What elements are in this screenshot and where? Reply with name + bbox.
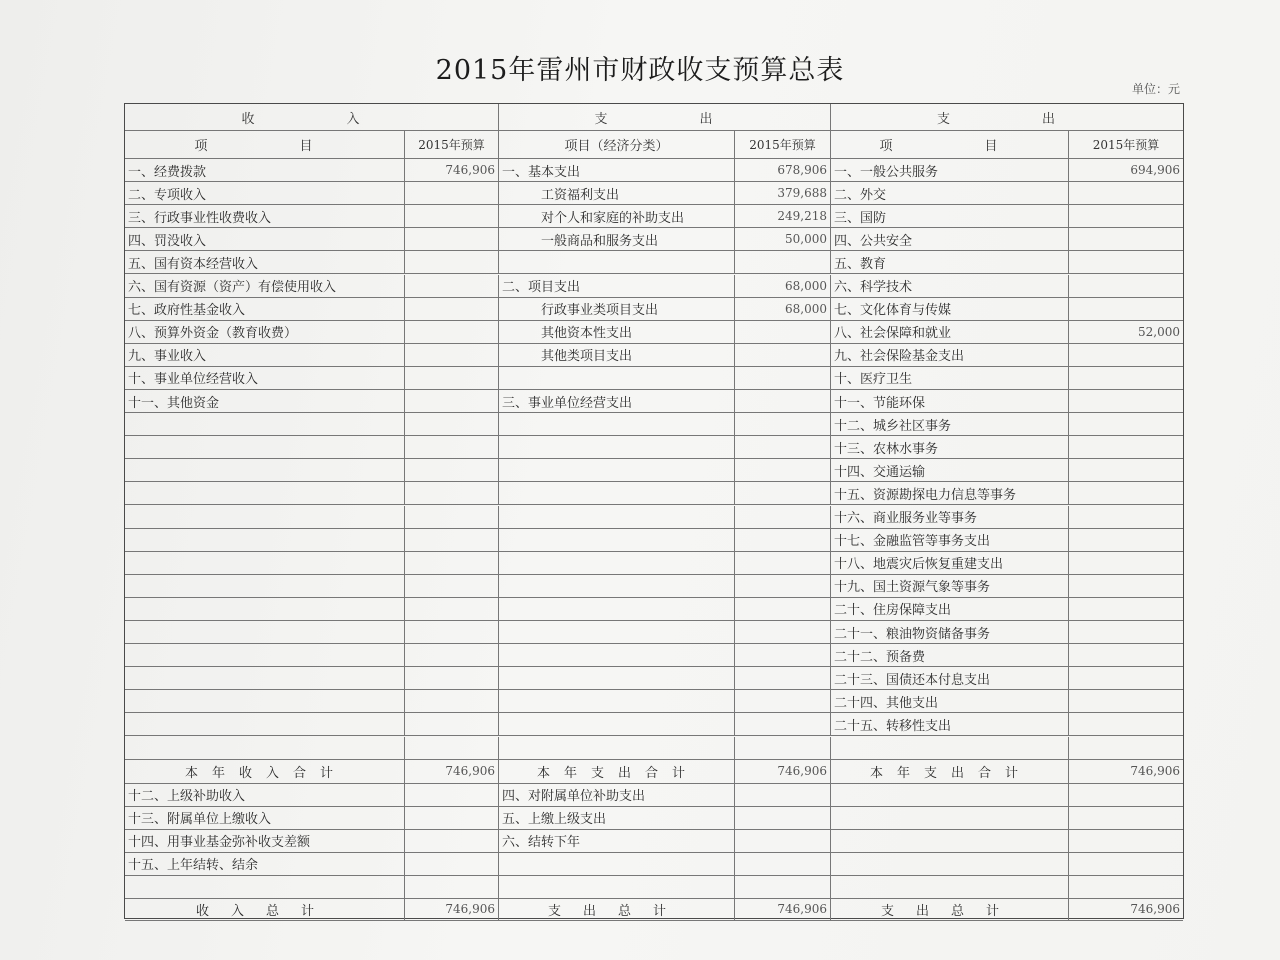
exp1-label-text: 本年支出合计 (536, 765, 699, 781)
table-row (125, 182, 1183, 205)
income-item: 十二、上级补助收入 (125, 784, 405, 806)
income-item: 十三、附属单位上缴收入 (125, 807, 405, 829)
econ-value (735, 321, 831, 343)
income-value (405, 853, 499, 875)
function-value (1069, 575, 1183, 597)
table-row (125, 667, 1183, 690)
income-item: 三、行政事业性收费收入 (125, 205, 405, 227)
function-item: 二、外交 (831, 182, 1069, 204)
income-value (405, 506, 499, 528)
function-value (1069, 367, 1183, 389)
econ-value (735, 830, 831, 852)
income-value (405, 390, 499, 412)
budget-table (124, 103, 1184, 919)
income-header-text: 收 入 (241, 111, 382, 127)
econ-value: 50,000 (735, 228, 831, 250)
income-item (125, 690, 405, 712)
exp2-label (831, 760, 1069, 783)
econ-item: 其他资本性支出 (499, 321, 735, 343)
col-econ: 项目（经济分类） (499, 131, 735, 158)
income-value: 746,906 (405, 159, 499, 181)
econ-item (499, 737, 735, 759)
econ-value (735, 876, 831, 898)
function-item: 三、国防 (831, 205, 1069, 227)
econ-item: 五、上缴上级支出 (499, 807, 735, 829)
col-item-2-text: 项 目 (879, 139, 1020, 154)
income-item (125, 621, 405, 643)
function-value (1069, 853, 1183, 875)
econ-item (499, 575, 735, 597)
income-item (125, 644, 405, 666)
econ-item (499, 876, 735, 898)
table-row (125, 251, 1183, 274)
function-item: 十五、资源勘探电力信息等事务 (831, 482, 1069, 504)
econ-value (735, 737, 831, 759)
expense-header-2-text: 支 出 (936, 111, 1077, 127)
function-item (831, 853, 1069, 875)
econ-value (735, 413, 831, 435)
function-value (1069, 552, 1183, 574)
table-row (125, 321, 1183, 344)
income-value (405, 367, 499, 389)
table-row (125, 737, 1183, 760)
income-label-text: 本年收入合计 (184, 765, 347, 781)
econ-item: 四、对附属单位补助支出 (499, 784, 735, 806)
income-item (125, 529, 405, 551)
econ-item (499, 459, 735, 481)
econ-item (499, 413, 735, 435)
function-item: 一、一般公共服务 (831, 159, 1069, 181)
exp2-label-text: 本年支出合计 (869, 765, 1032, 781)
income-item: 六、国有资源（资产）有偿使用收入 (125, 275, 405, 297)
exp2-total-value: 746,906 (1130, 902, 1180, 917)
econ-value (735, 552, 831, 574)
function-item: 十八、地震灾后恢复重建支出 (831, 552, 1069, 574)
function-item: 十四、交通运输 (831, 459, 1069, 481)
function-item: 二十一、粮油物资储备事务 (831, 621, 1069, 643)
income-label-text: 收入总计 (195, 903, 336, 919)
income-total-value: 746,906 (405, 899, 499, 920)
income-item: 十四、用事业基金弥补收支差额 (125, 830, 405, 852)
income-item (125, 667, 405, 689)
function-value (1069, 459, 1183, 481)
function-value (1069, 690, 1183, 712)
income-item (125, 506, 405, 528)
function-item: 十、医疗卫生 (831, 367, 1069, 389)
econ-value (735, 436, 831, 458)
econ-value (735, 367, 831, 389)
function-item (831, 807, 1069, 829)
income-value (405, 251, 499, 273)
econ-value (735, 482, 831, 504)
econ-value (735, 529, 831, 551)
econ-item (499, 644, 735, 666)
function-value (1069, 807, 1183, 829)
function-item: 二十二、预备费 (831, 644, 1069, 666)
col-item-2 (831, 131, 1069, 158)
table-row (125, 552, 1183, 575)
function-value: 694,906 (1130, 163, 1180, 178)
function-item: 十二、城乡社区事务 (831, 413, 1069, 435)
income-value (405, 644, 499, 666)
income-label (125, 899, 405, 920)
col-item-text: 项 目 (194, 139, 335, 154)
income-item (125, 737, 405, 759)
table-row (125, 459, 1183, 482)
function-item: 十七、金融监管等事务支出 (831, 529, 1069, 551)
function-value (1069, 205, 1183, 227)
econ-item: 工资福利支出 (499, 182, 735, 204)
income-item (125, 482, 405, 504)
function-item: 二十五、转移性支出 (831, 713, 1069, 735)
income-item: 五、国有资本经营收入 (125, 251, 405, 273)
table-row (125, 228, 1183, 251)
income-item: 九、事业收入 (125, 344, 405, 366)
econ-value (735, 853, 831, 875)
table-row (125, 575, 1183, 598)
header-row-1 (125, 104, 1183, 131)
econ-item: 对个人和家庭的补助支出 (499, 205, 735, 227)
function-item (831, 830, 1069, 852)
function-item: 六、科学技术 (831, 275, 1069, 297)
table-row (125, 390, 1183, 413)
income-item (125, 598, 405, 620)
income-value (405, 413, 499, 435)
table-row (125, 413, 1183, 436)
econ-item (499, 713, 735, 735)
function-value (1069, 529, 1183, 551)
table-row (125, 690, 1183, 713)
income-item: 四、罚没收入 (125, 228, 405, 250)
exp1-label (499, 899, 735, 920)
function-item: 十九、国土资源气象等事务 (831, 575, 1069, 597)
income-item: 一、经费拨款 (125, 159, 405, 181)
income-value (405, 830, 499, 852)
income-header (125, 104, 499, 130)
expense-header-1 (499, 104, 831, 130)
unit-label: 单位：元 (1131, 82, 1180, 96)
income-item (125, 552, 405, 574)
income-item: 二、专项收入 (125, 182, 405, 204)
econ-value (735, 621, 831, 643)
income-item: 十一、其他资金 (125, 390, 405, 412)
income-item: 七、政府性基金收入 (125, 298, 405, 320)
function-item: 十一、节能环保 (831, 390, 1069, 412)
exp2-label-text: 支出总计 (880, 903, 1021, 919)
function-item: 九、社会保险基金支出 (831, 344, 1069, 366)
function-item: 二十四、其他支出 (831, 690, 1069, 712)
econ-item (499, 690, 735, 712)
income-value (405, 482, 499, 504)
function-value (1069, 737, 1183, 759)
econ-item: 行政事业类项目支出 (499, 298, 735, 320)
table-row (125, 367, 1183, 390)
income-item (125, 436, 405, 458)
income-value (405, 667, 499, 689)
econ-value (735, 807, 831, 829)
income-value (405, 298, 499, 320)
income-value (405, 690, 499, 712)
income-value (405, 552, 499, 574)
function-value (1069, 876, 1183, 898)
income-value (405, 529, 499, 551)
exp1-label-text: 支出总计 (547, 903, 688, 919)
econ-item (499, 552, 735, 574)
table-row (125, 784, 1183, 807)
econ-value (735, 644, 831, 666)
function-value (1069, 506, 1183, 528)
econ-value (735, 784, 831, 806)
income-value (405, 598, 499, 620)
econ-item (499, 367, 735, 389)
col-budget-2: 2015年预算 (735, 131, 831, 158)
income-value (405, 737, 499, 759)
econ-value (735, 690, 831, 712)
page-title: 2015年雷州市财政收支预算总表 (435, 55, 845, 86)
income-label (125, 760, 405, 783)
econ-value (735, 459, 831, 481)
col-budget-3: 2015年预算 (1092, 138, 1160, 152)
table-row (125, 529, 1183, 552)
income-value (405, 575, 499, 597)
table-row (125, 482, 1183, 505)
econ-item (499, 621, 735, 643)
econ-item (499, 436, 735, 458)
table-row (125, 344, 1183, 367)
table-row (125, 830, 1183, 853)
table-row (125, 159, 1183, 182)
grand-total-row (125, 899, 1183, 921)
table-row (125, 598, 1183, 621)
table-row (125, 853, 1183, 876)
income-value (405, 228, 499, 250)
income-value (405, 321, 499, 343)
income-item (125, 459, 405, 481)
table-row (125, 713, 1183, 736)
function-value (1069, 644, 1183, 666)
function-value (1069, 413, 1183, 435)
function-value (1069, 667, 1183, 689)
income-value (405, 621, 499, 643)
table-row (125, 275, 1183, 298)
income-value (405, 784, 499, 806)
income-value (405, 876, 499, 898)
table-row (125, 876, 1183, 899)
econ-item: 一般商品和服务支出 (499, 228, 735, 250)
function-item: 二十、住房保障支出 (831, 598, 1069, 620)
income-value (405, 459, 499, 481)
function-item: 十六、商业服务业等事务 (831, 506, 1069, 528)
income-item (125, 876, 405, 898)
exp1-total-value: 746,906 (735, 899, 831, 920)
exp1-total-value: 746,906 (735, 760, 831, 783)
function-value (1069, 390, 1183, 412)
econ-value: 68,000 (735, 275, 831, 297)
function-value (1069, 228, 1183, 250)
exp1-label (499, 760, 735, 783)
function-value: 52,000 (1138, 324, 1180, 339)
econ-value: 379,688 (735, 182, 831, 204)
function-item (831, 876, 1069, 898)
income-value (405, 436, 499, 458)
econ-value: 68,000 (735, 298, 831, 320)
function-value (1069, 436, 1183, 458)
econ-item: 一、基本支出 (499, 159, 735, 181)
function-value (1069, 784, 1183, 806)
function-item: 十三、农林水事务 (831, 436, 1069, 458)
econ-value (735, 390, 831, 412)
income-item: 八、预算外资金（教育收费） (125, 321, 405, 343)
table-row (125, 506, 1183, 529)
econ-item (499, 853, 735, 875)
income-item (125, 413, 405, 435)
econ-item: 三、事业单位经营支出 (499, 390, 735, 412)
income-total-value: 746,906 (405, 760, 499, 783)
econ-item: 其他类项目支出 (499, 344, 735, 366)
function-item: 七、文化体育与传媒 (831, 298, 1069, 320)
econ-value: 678,906 (735, 159, 831, 181)
econ-item (499, 506, 735, 528)
expense-header-1-text: 支 出 (594, 111, 735, 127)
col-budget-1: 2015年预算 (405, 131, 499, 158)
income-value (405, 807, 499, 829)
function-value (1069, 298, 1183, 320)
function-value (1069, 182, 1183, 204)
function-value (1069, 598, 1183, 620)
table-row (125, 807, 1183, 830)
exp2-label (831, 899, 1069, 920)
table-row (125, 621, 1183, 644)
function-value (1069, 251, 1183, 273)
econ-item (499, 251, 735, 273)
econ-item: 六、结转下年 (499, 830, 735, 852)
income-value (405, 713, 499, 735)
econ-value (735, 506, 831, 528)
econ-item (499, 667, 735, 689)
table-row (125, 436, 1183, 459)
econ-value (735, 575, 831, 597)
econ-item (499, 598, 735, 620)
econ-value (735, 667, 831, 689)
econ-value (735, 344, 831, 366)
function-item: 二十三、国债还本付息支出 (831, 667, 1069, 689)
income-item: 十、事业单位经营收入 (125, 367, 405, 389)
function-value (1069, 275, 1183, 297)
income-value (405, 182, 499, 204)
header-row-2 (125, 131, 1183, 159)
income-item (125, 713, 405, 735)
function-item: 四、公共安全 (831, 228, 1069, 250)
income-value (405, 344, 499, 366)
function-item: 八、社会保障和就业 (831, 321, 1069, 343)
expense-header-2 (831, 104, 1183, 130)
function-value (1069, 830, 1183, 852)
exp2-total-value: 746,906 (1130, 764, 1180, 779)
function-item: 五、教育 (831, 251, 1069, 273)
function-value (1069, 621, 1183, 643)
income-item: 十五、上年结转、结余 (125, 853, 405, 875)
function-item (831, 737, 1069, 759)
income-value (405, 275, 499, 297)
econ-value: 249,218 (735, 205, 831, 227)
function-item (831, 784, 1069, 806)
income-item (125, 575, 405, 597)
table-row (125, 205, 1183, 228)
col-item (125, 131, 405, 158)
econ-item: 二、项目支出 (499, 275, 735, 297)
year-total-row (125, 760, 1183, 784)
econ-item (499, 482, 735, 504)
econ-item (499, 529, 735, 551)
income-value (405, 205, 499, 227)
econ-value (735, 713, 831, 735)
table-row (125, 298, 1183, 321)
function-value (1069, 344, 1183, 366)
econ-value (735, 251, 831, 273)
table-row (125, 644, 1183, 667)
function-value (1069, 482, 1183, 504)
function-value (1069, 713, 1183, 735)
econ-value (735, 598, 831, 620)
